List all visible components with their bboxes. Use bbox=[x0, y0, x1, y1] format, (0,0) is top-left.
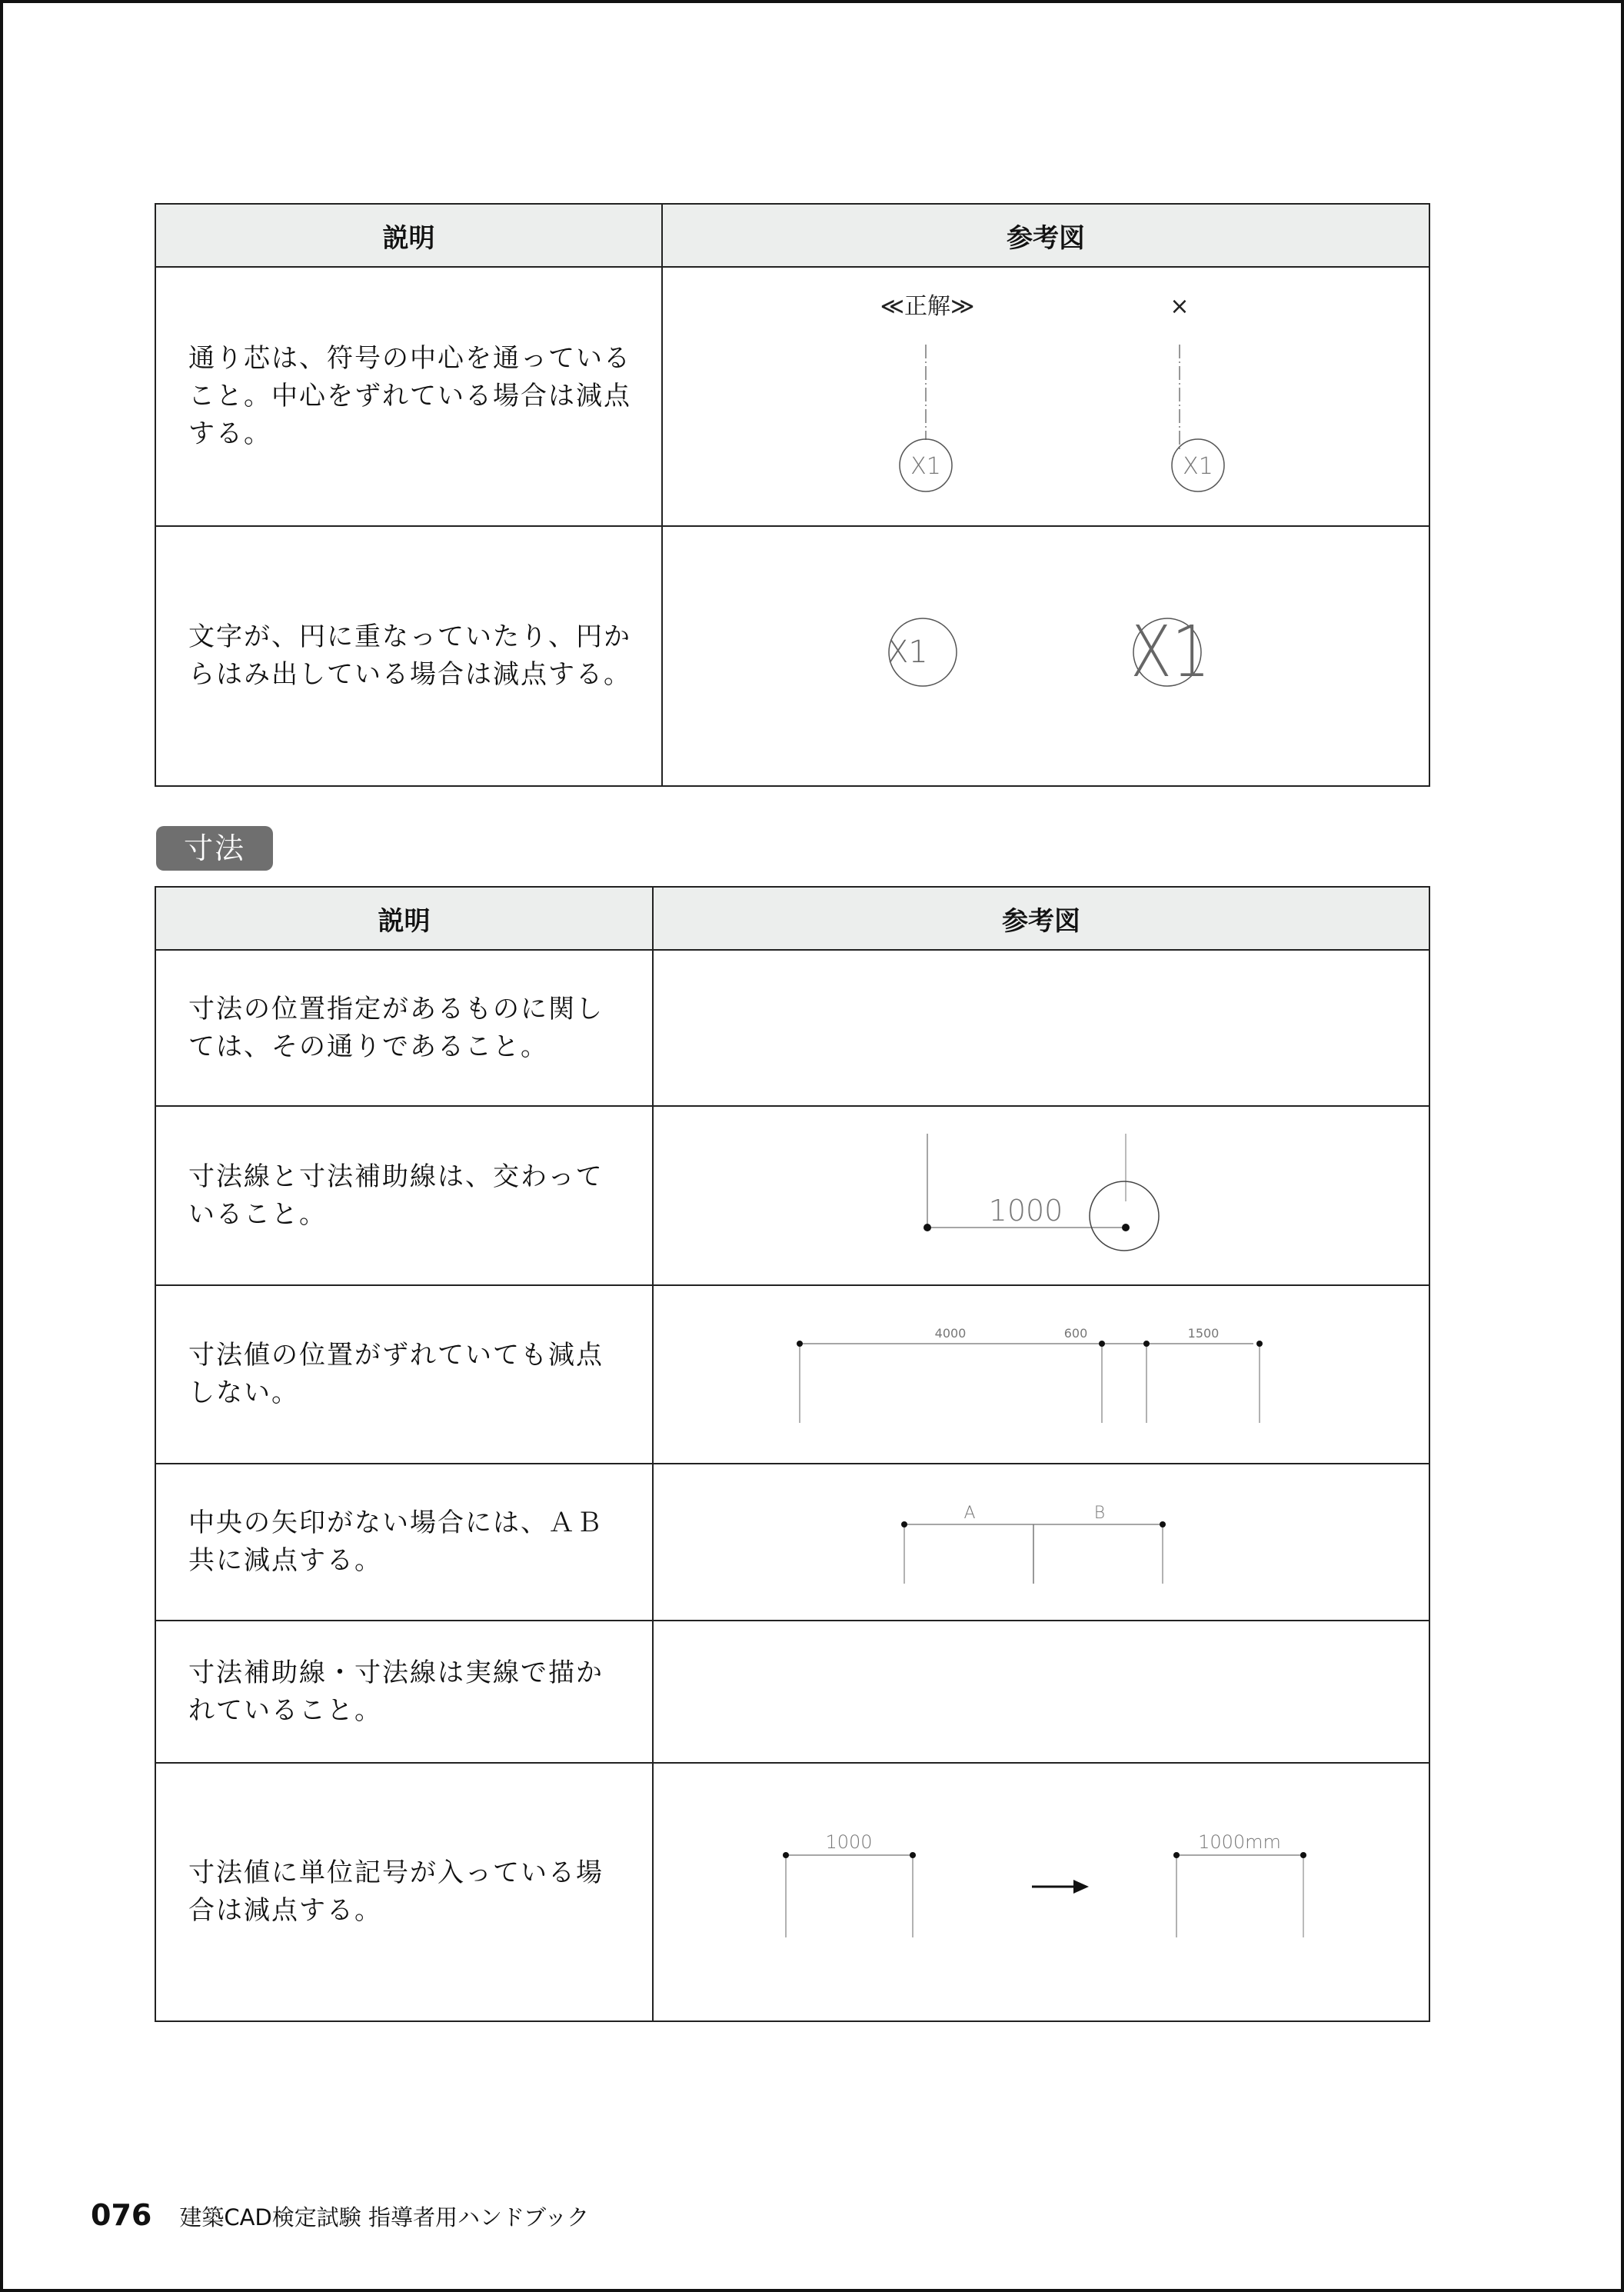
row-description: 文字が、円に重なっていたり、円からはみ出している場合は減点する。 bbox=[155, 526, 662, 786]
unit-symbol-figure bbox=[654, 1764, 1430, 2022]
table-row bbox=[155, 1285, 1429, 1464]
center-arrow-missing-figure bbox=[654, 1464, 1430, 1621]
row-description: 中央の矢印がない場合には、ＡＢ共に減点する。 bbox=[155, 1464, 653, 1621]
dimension-dot bbox=[797, 1341, 803, 1347]
highlight-circle bbox=[1090, 1181, 1159, 1251]
header-reference: 参考図 bbox=[653, 887, 1429, 950]
dimension-dot bbox=[1256, 1341, 1263, 1347]
row-figure-empty bbox=[653, 950, 1429, 1106]
row-description: 寸法値に単位記号が入っている場合は減点する。 bbox=[155, 1763, 653, 2021]
page-footer bbox=[91, 2198, 589, 2232]
row-figure bbox=[653, 1763, 1429, 2021]
dimension-label-b: B bbox=[1093, 1504, 1106, 1523]
dimension-dot bbox=[1143, 1341, 1150, 1347]
dimension-value: 1500 bbox=[1187, 1326, 1220, 1341]
table-row bbox=[155, 267, 1429, 526]
dimension-label-a: A bbox=[963, 1504, 976, 1523]
extension-line-intersection-figure bbox=[654, 1107, 1430, 1286]
dimension-dot bbox=[923, 1224, 931, 1231]
row-figure bbox=[662, 267, 1429, 526]
dimension-dot bbox=[1173, 1852, 1180, 1858]
dimension-dot bbox=[783, 1852, 789, 1858]
table-header-row bbox=[155, 887, 1429, 950]
table-row bbox=[155, 526, 1429, 786]
dimension-value: 600 bbox=[1063, 1326, 1088, 1341]
row-figure-empty bbox=[653, 1621, 1429, 1763]
right-arrow-icon bbox=[1073, 1880, 1089, 1894]
table-row bbox=[155, 1621, 1429, 1763]
row-description: 寸法線と寸法補助線は、交わっていること。 bbox=[155, 1106, 653, 1285]
header-description: 説明 bbox=[155, 887, 653, 950]
row-description: 寸法の位置指定があるものに関しては、その通りであること。 bbox=[155, 950, 653, 1106]
table-row bbox=[155, 950, 1429, 1106]
row-figure bbox=[653, 1106, 1429, 1285]
header-description: 説明 bbox=[155, 204, 662, 267]
dimension-dot bbox=[1160, 1521, 1166, 1527]
book-title: 建築CAD検定試験 指導者用ハンドブック bbox=[179, 2204, 590, 2230]
header-reference: 参考図 bbox=[662, 204, 1429, 267]
grid-symbol-text: X1 bbox=[1183, 453, 1213, 480]
row-figure bbox=[662, 526, 1429, 786]
row-figure bbox=[653, 1464, 1429, 1621]
table-row bbox=[155, 1106, 1429, 1285]
page-number: 076 bbox=[91, 2198, 152, 2232]
row-description: 寸法補助線・寸法線は実線で描かれていること。 bbox=[155, 1621, 653, 1763]
oversized-symbol-text: X1 bbox=[1130, 611, 1210, 693]
dimension-value-after: 1000mm bbox=[1198, 1831, 1281, 1853]
dimension-dot bbox=[1122, 1224, 1130, 1231]
overlapping-symbol-text: X1 bbox=[887, 635, 928, 670]
text-overflow-figure bbox=[663, 527, 1430, 787]
row-figure bbox=[653, 1285, 1429, 1464]
grid-line-rules-table bbox=[155, 203, 1430, 787]
row-description: 通り芯は、符号の中心を通っていること。中心をずれている場合は減点する。 bbox=[155, 267, 662, 526]
dimension-dot bbox=[910, 1852, 916, 1858]
dimension-value: 4000 bbox=[934, 1326, 967, 1341]
section-badge-dimensions: 寸法 bbox=[156, 826, 273, 871]
dimension-value-offset-figure bbox=[654, 1286, 1430, 1464]
dimension-value-before: 1000 bbox=[825, 1831, 873, 1853]
dimension-dot bbox=[1099, 1341, 1105, 1347]
dimension-dot bbox=[1300, 1852, 1306, 1858]
table-header-row bbox=[155, 204, 1429, 267]
grid-line-center-figure bbox=[663, 268, 1430, 527]
dimension-dot bbox=[901, 1521, 907, 1527]
dimension-rules-table bbox=[155, 886, 1430, 2022]
row-description: 寸法値の位置がずれていても減点しない。 bbox=[155, 1285, 653, 1464]
table-row bbox=[155, 1763, 1429, 2021]
grid-symbol-text: X1 bbox=[910, 453, 941, 480]
table-row bbox=[155, 1464, 1429, 1621]
dimension-value: 1000 bbox=[988, 1194, 1063, 1228]
wrong-mark: × bbox=[1170, 293, 1190, 320]
correct-label: ≪正解≫ bbox=[880, 293, 975, 320]
